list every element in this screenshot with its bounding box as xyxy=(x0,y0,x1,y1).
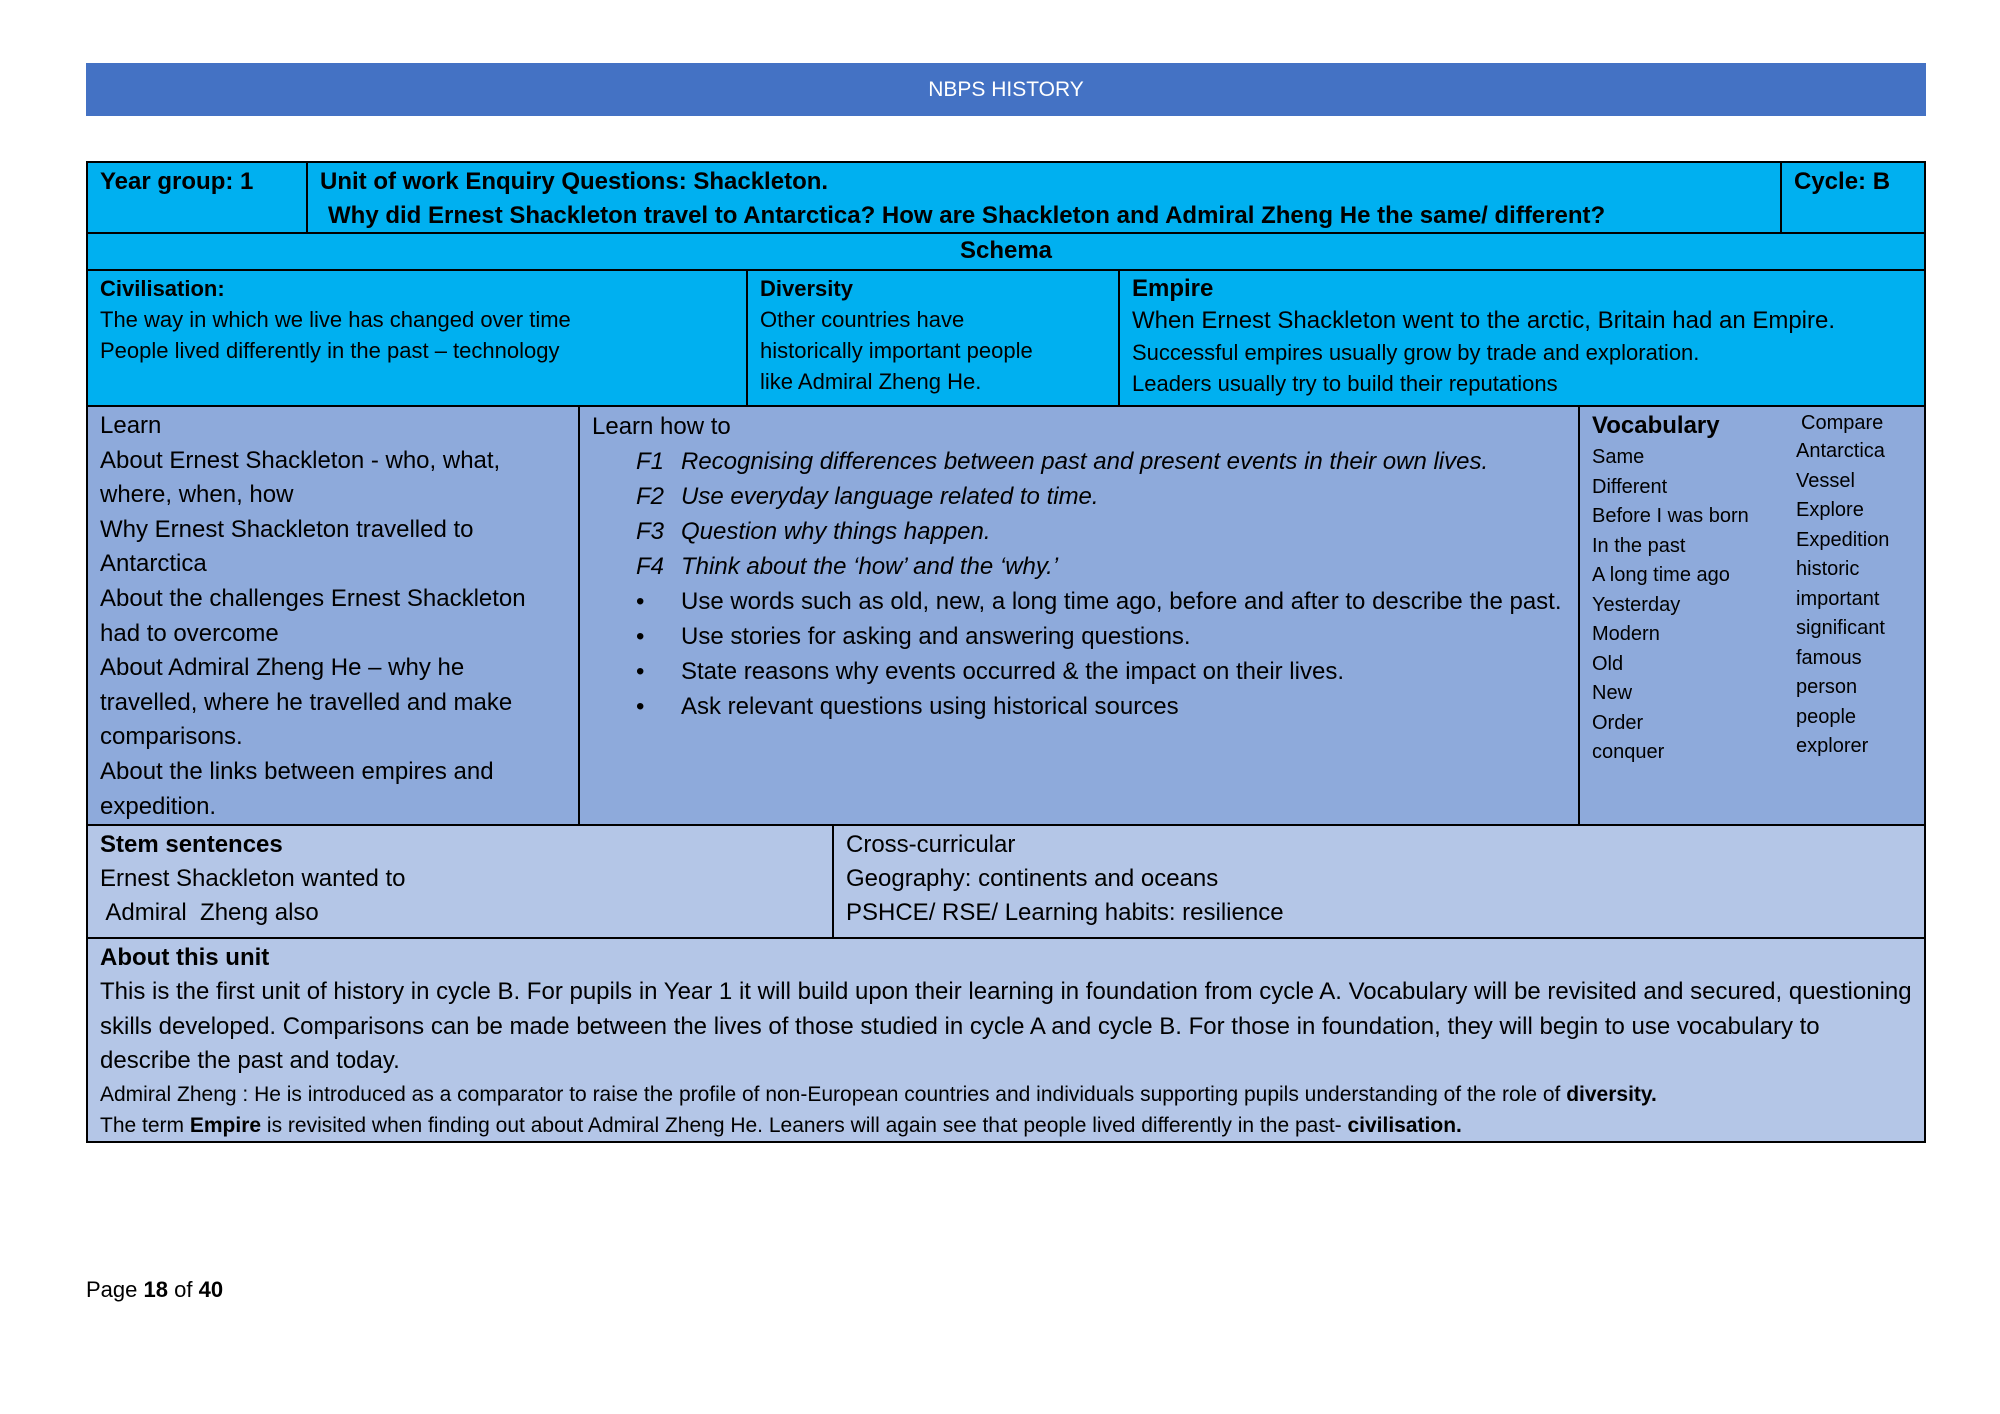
schema-label: Schema xyxy=(959,237,1053,264)
unit-cell xyxy=(306,161,1782,234)
page-footer xyxy=(86,1275,223,1305)
learn-line: Antarctica xyxy=(100,550,207,578)
skill-item xyxy=(592,549,1566,584)
about-bold-term: Empire xyxy=(189,1113,262,1137)
cycle: Cycle: B xyxy=(1794,168,1891,195)
skill-text: Use everyday language related to time. xyxy=(681,483,1099,510)
civilisation-line: People lived differently in the past – technology xyxy=(100,338,560,363)
of-label: of xyxy=(174,1277,193,1302)
vocab-word: Old xyxy=(1592,652,1624,675)
about-bold-term: civilisation. xyxy=(1347,1113,1462,1137)
learn-line: About the challenges Ernest Shackleton xyxy=(100,584,526,612)
bullet-text: State reasons why events occurred & the impact on their lives. xyxy=(681,658,1344,685)
vocab-word: Different xyxy=(1592,475,1668,498)
about-paragraph: Admiral Zheng : He is introduced as a comparator to raise the profile of non-European countries and individuals supporting pupils understanding of the role of diversity. xyxy=(100,1082,1657,1106)
empire-line: Leaders usually try to build their reputations xyxy=(1132,371,1558,396)
document-header xyxy=(86,63,1926,116)
skill-code: F1 xyxy=(636,448,665,475)
bullet-item xyxy=(592,619,1566,654)
vocabulary-cell xyxy=(1578,405,1926,826)
year-group-cell xyxy=(86,161,308,234)
empire-line: When Ernest Shackleton went to the arctic, Britain had an Empire. xyxy=(1132,307,1836,334)
vocab-word: Vessel xyxy=(1796,469,1855,492)
stem-line: Admiral Zheng also xyxy=(100,899,319,926)
vocab-word: Compare xyxy=(1801,412,1884,434)
vocab-word: Order xyxy=(1592,711,1644,734)
learn-line: About the links between empires and xyxy=(100,757,494,785)
skill-item xyxy=(592,514,1566,549)
skill-text: Question why things happen. xyxy=(681,518,991,545)
civilisation-heading: Civilisation: xyxy=(100,276,225,301)
vocab-word: person xyxy=(1796,676,1858,698)
about-cell xyxy=(86,937,1926,1143)
skill-text: Think about the ‘how’ and the ‘why.’ xyxy=(681,553,1059,580)
empire-cell xyxy=(1118,269,1926,407)
stem-line: Ernest Shackleton wanted to xyxy=(100,865,406,892)
bullet-item xyxy=(592,584,1566,619)
about-paragraph: This is the first unit of history in cycle B. For pupils in Year 1 it will build upon their learning in foundation from cycle A. Vocabulary will be revisited and secured, questioning skills developed. Comparisons can be made between the lives of those studied in cycle A and cycle B. For those in foundation, they will begin to use vocabulary to describe the past and today. xyxy=(100,978,1912,1074)
unit-questions: Why did Ernest Shackleton travel to Antarctica? How are Shackleton and Admiral Zheng He the same/ different? xyxy=(328,202,1606,229)
skill-item xyxy=(592,479,1566,514)
page-total: 40 xyxy=(198,1277,224,1302)
stem-cell xyxy=(86,824,834,939)
diversity-line: like Admiral Zheng He. xyxy=(760,369,982,394)
learn-line: comparisons. xyxy=(100,723,243,751)
vocabulary-heading: Vocabulary xyxy=(1592,412,1720,439)
learn-line: About Admiral Zheng He – why he xyxy=(100,654,465,682)
skill-code: F4 xyxy=(636,553,665,580)
vocab-word: Antarctica xyxy=(1796,440,1885,462)
civilisation-cell xyxy=(86,269,748,407)
vocab-word: Same xyxy=(1592,446,1645,468)
cross-heading: Cross-curricular xyxy=(846,831,1016,858)
learn-line: expedition. xyxy=(100,792,217,820)
learn-heading: Learn xyxy=(100,412,162,439)
vocab-word: Modern xyxy=(1592,623,1660,645)
civilisation-line: The way in which we live has changed over time xyxy=(100,307,571,332)
bullet-text: Ask relevant questions using historical sources xyxy=(681,693,1179,720)
page-label: Page xyxy=(86,1277,138,1302)
empire-line: Successful empires usually grow by trade and exploration. xyxy=(1132,340,1700,365)
vocab-word: In the past xyxy=(1592,534,1686,557)
vocab-word: historic xyxy=(1796,558,1860,580)
page-number: 18 xyxy=(143,1277,168,1302)
vocab-word: important xyxy=(1796,587,1880,610)
skill-item xyxy=(592,444,1566,479)
bullet-item xyxy=(592,689,1566,724)
empire-heading: Empire xyxy=(1132,275,1214,302)
learn-line: Why Ernest Shackleton travelled to xyxy=(100,515,474,543)
year-group: Year group: 1 xyxy=(100,168,254,195)
learn-how-cell xyxy=(578,405,1580,826)
about-bold-term: diversity. xyxy=(1566,1082,1657,1106)
bullet-text: Use words such as old, new, a long time ago, before and after to describe the past. xyxy=(681,588,1562,615)
cross-line: Geography: continents and oceans xyxy=(846,865,1219,892)
vocab-word: explorer xyxy=(1796,735,1869,757)
cycle-cell xyxy=(1780,161,1926,234)
vocab-word: Yesterday xyxy=(1592,593,1681,616)
header-title: NBPS HISTORY xyxy=(928,77,1084,101)
learn-line: had to overcome xyxy=(100,619,279,647)
bullet-icon: • xyxy=(636,658,645,685)
learn-line: About Ernest Shackleton - who, what, xyxy=(100,446,501,474)
schema-cell xyxy=(86,232,1926,271)
cross-curricular-cell xyxy=(832,824,1926,939)
stem-heading: Stem sentences xyxy=(100,831,283,858)
vocab-word: famous xyxy=(1796,646,1862,669)
diversity-line: historically important people xyxy=(760,338,1033,363)
about-heading: About this unit xyxy=(100,944,270,971)
bullet-item xyxy=(592,654,1566,689)
diversity-line: Other countries have xyxy=(760,307,965,332)
vocab-word: significant xyxy=(1796,617,1885,639)
diversity-cell xyxy=(746,269,1120,407)
learn-line: travelled, where he travelled and make xyxy=(100,688,513,716)
learn-how-heading: Learn how to xyxy=(592,413,731,440)
skill-code: F3 xyxy=(636,518,665,545)
skill-text: Recognising differences between past and present events in their own lives. xyxy=(681,448,1489,475)
bullet-icon: • xyxy=(636,693,645,720)
bullet-text: Use stories for asking and answering questions. xyxy=(681,623,1191,650)
skill-code: F2 xyxy=(636,483,665,510)
vocab-word: Explore xyxy=(1796,499,1864,521)
vocab-word: Expedition xyxy=(1796,528,1890,551)
vocab-word: conquer xyxy=(1592,741,1665,763)
learn-line: where, when, how xyxy=(100,481,294,509)
vocab-word: people xyxy=(1796,705,1857,728)
vocab-word: Before I was born xyxy=(1592,505,1749,527)
diversity-heading: Diversity xyxy=(760,276,853,301)
unit-title: Unit of work Enquiry Questions: Shackleton. xyxy=(320,168,829,195)
learn-cell xyxy=(86,405,580,826)
bullet-icon: • xyxy=(636,623,645,650)
cross-line: PSHCE/ RSE/ Learning habits: resilience xyxy=(846,899,1284,926)
about-paragraph: The term Empire is revisited when finding out about Admiral Zheng He. Leaners will again see that people lived differently in the past- civilisation. xyxy=(100,1113,1462,1137)
vocab-word: A long time ago xyxy=(1592,564,1730,586)
vocab-word: New xyxy=(1592,682,1633,704)
bullet-icon: • xyxy=(636,588,645,615)
